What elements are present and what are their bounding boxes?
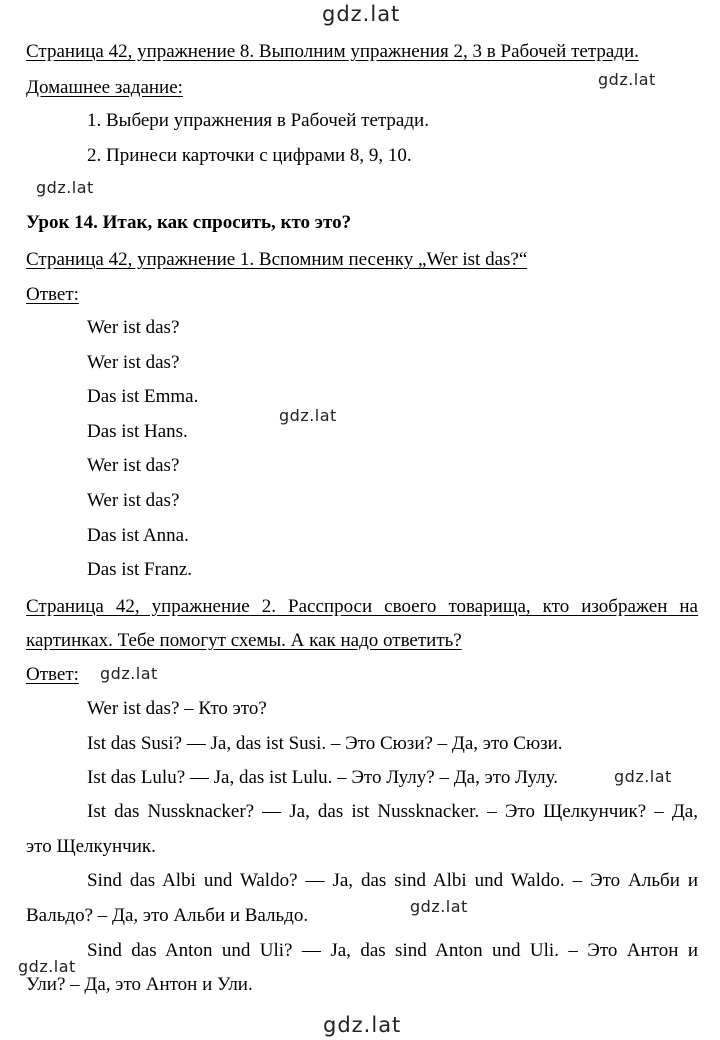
dialogue-line: Ist das Nussknacker? — Ja, das ist Nussknacker. – Это Щелкунчик? – Да,: [87, 801, 698, 822]
watermark: gdz.lat: [598, 70, 656, 89]
homework-label: Домашнее задание:: [26, 77, 183, 98]
song-line: Das ist Franz.: [87, 559, 193, 580]
dialogue-line: Sind das Albi und Waldo? — Ja, das sind Albi und Waldo. – Это Альби и: [87, 870, 698, 891]
dialogue-line: Wer ist das? – Кто это?: [87, 698, 267, 719]
watermark: gdz.lat: [322, 2, 401, 26]
watermark: gdz.lat: [279, 406, 337, 425]
song-line: Das ist Anna.: [87, 525, 189, 546]
exercise-heading: Страница 42, упражнение 1. Вспомним песенку „Wer ist das?“: [26, 249, 528, 270]
answer-label: Ответ:: [26, 664, 79, 685]
homework-item: 1. Выбери упражнения в Рабочей тетради.: [87, 110, 429, 131]
song-line: Wer ist das?: [87, 317, 180, 338]
watermark: gdz.lat: [410, 897, 468, 916]
watermark: gdz.lat: [614, 767, 672, 786]
homework-item: 2. Принеси карточки с цифрами 8, 9, 10.: [87, 145, 412, 166]
dialogue-line: Ули? – Да, это Антон и Ули.: [26, 974, 253, 995]
exercise-heading: Страница 42, упражнение 2. Расспроси своего товарища, кто изображен на: [26, 596, 698, 617]
lesson-title: Урок 14. Итак, как спросить, кто это?: [26, 212, 352, 233]
dialogue-line: Ist das Lulu? — Ja, das ist Lulu. – Это Лулу? – Да, это Лулу.: [87, 767, 558, 788]
song-line: Das ist Hans.: [87, 421, 188, 442]
watermark: gdz.lat: [100, 664, 158, 683]
song-line: Wer ist das?: [87, 490, 180, 511]
watermark: gdz.lat: [323, 1013, 402, 1037]
exercise-heading: Страница 42, упражнение 8. Выполним упражнения 2, 3 в Рабочей тетради.: [26, 41, 639, 62]
watermark: gdz.lat: [36, 178, 94, 197]
dialogue-line: Ist das Susi? — Ja, das ist Susi. – Это Сюзи? – Да, это Сюзи.: [87, 733, 563, 754]
song-line: Das ist Emma.: [87, 386, 199, 407]
song-line: Wer ist das?: [87, 352, 180, 373]
dialogue-line: Вальдо? – Да, это Альби и Вальдо.: [26, 905, 309, 926]
dialogue-line: Sind das Anton und Uli? — Ja, das sind Anton und Uli. – Это Антон и: [87, 940, 698, 961]
song-line: Wer ist das?: [87, 455, 180, 476]
dialogue-line: это Щелкунчик.: [26, 836, 156, 857]
answer-label: Ответ:: [26, 284, 79, 305]
watermark: gdz.lat: [18, 957, 76, 976]
exercise-heading: картинках. Тебе помогут схемы. А как надо ответить?: [26, 630, 462, 651]
